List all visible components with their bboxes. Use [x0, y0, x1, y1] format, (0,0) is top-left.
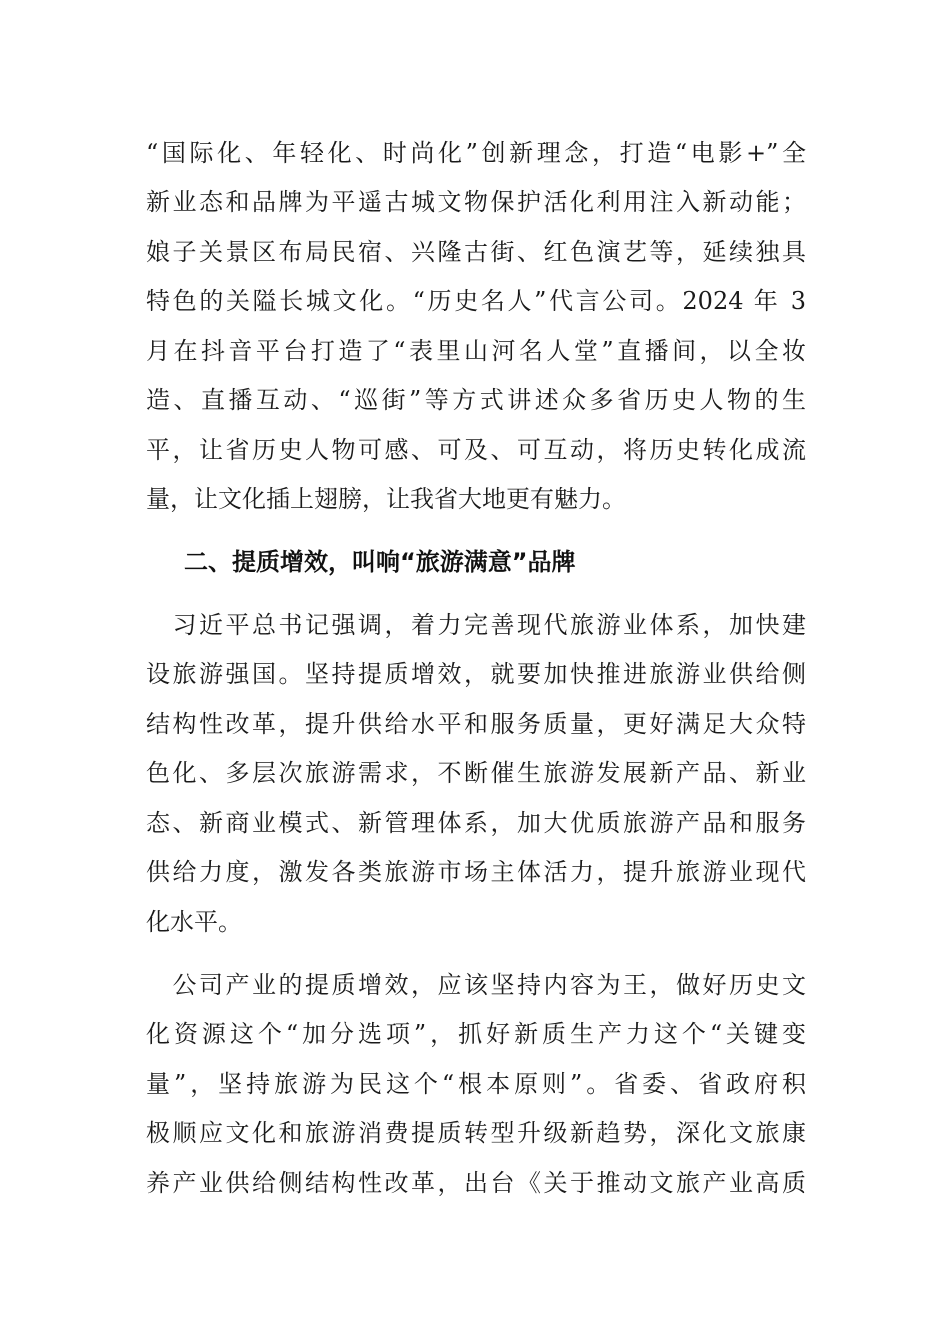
text-line: 极顺应文化和旅游消费提质转型升级新趋势，深化文旅康 — [146, 1119, 806, 1147]
text-line: 月在抖音平台打造了“表里山河名人堂”直播间，以全妆 — [146, 337, 806, 365]
text-line: 供给力度，激发各类旅游市场主体活力，提升旅游业现代 — [146, 858, 806, 886]
text-line: 娘子关景区布局民宿、兴隆古街、红色演艺等，延续独具 — [146, 238, 806, 266]
text-line: 化资源这个“加分选项”，抓好新质生产力这个“关键变 — [146, 1020, 806, 1048]
text-line: 量”，坚持旅游为民这个“根本原则”。省委、省政府积 — [146, 1070, 806, 1098]
text-line: 新业态和品牌为平遥古城文物保护活化利用注入新动能； — [146, 188, 806, 216]
text-line: 平，让省历史人物可感、可及、可互动，将历史转化成流 — [146, 436, 806, 464]
section-heading: 二、提质增效，叫响“旅游满意”品牌 — [184, 548, 576, 576]
text-line: 公司产业的提质增效，应该坚持内容为王，做好历史文 — [146, 971, 806, 999]
text-line: 设旅游强国。坚持提质增效，就要加快推进旅游业供给侧 — [146, 660, 806, 688]
text-line: 结构性改革，提升供给水平和服务质量，更好满足大众特 — [146, 710, 806, 738]
text-line: 态、新商业模式、新管理体系，加大优质旅游产品和服务 — [146, 809, 806, 837]
text-line: 习近平总书记强调，着力完善现代旅游业体系，加快建 — [146, 611, 806, 639]
text-line: 量，让文化插上翅膀，让我省大地更有魅力。 — [146, 485, 626, 513]
text-line: 养产业供给侧结构性改革，出台《关于推动文旅产业高质 — [146, 1169, 806, 1197]
text-line: 色化、多层次旅游需求，不断催生旅游发展新产品、新业 — [146, 759, 806, 787]
text-line: 造、直播互动、“巡街”等方式讲述众多省历史人物的生 — [146, 386, 806, 414]
text-line: 化水平。 — [146, 908, 242, 936]
text-line: “国际化、年轻化、时尚化”创新理念，打造“电影+”全 — [146, 139, 806, 167]
text-line: 特色的关隘长城文化。“历史名人”代言公司。2024 年 3 — [146, 287, 806, 315]
